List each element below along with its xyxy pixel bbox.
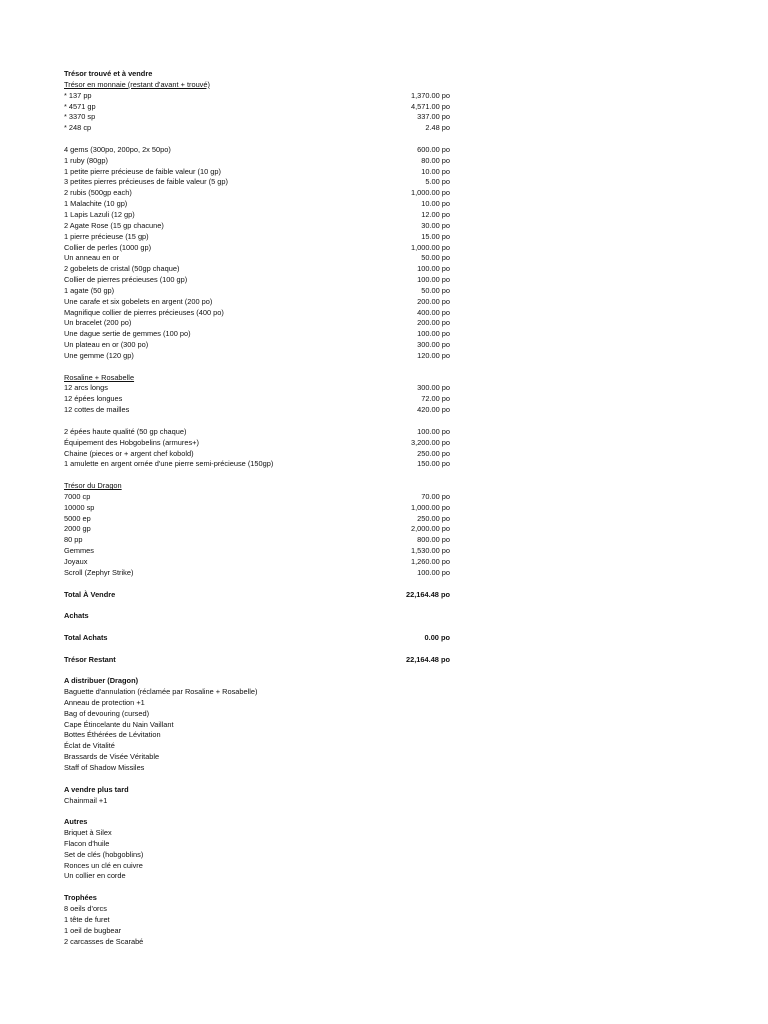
- ledger-row: [64, 351, 450, 362]
- item-amount: 600.00 po: [417, 144, 450, 154]
- item-amount: 5.00 po: [425, 177, 450, 187]
- distribuer-heading-text: A distribuer (Dragon): [64, 676, 139, 686]
- ledger-row: [64, 394, 450, 405]
- ledger-row: [64, 232, 450, 243]
- treasure-sheet: [64, 69, 450, 947]
- item-label: 10000 sp: [64, 502, 95, 512]
- item-amount: 15.00 po: [421, 231, 450, 241]
- list-item: [64, 763, 450, 774]
- item-amount: 200.00 po: [417, 296, 450, 306]
- spacer: [64, 622, 450, 633]
- item-amount: 30.00 po: [421, 220, 450, 230]
- ledger-row: [64, 546, 450, 557]
- item-label: 2 rubis (500gp each): [64, 188, 132, 198]
- list-item-text: Briquet à Silex: [64, 828, 112, 838]
- ledger-row: [64, 459, 450, 470]
- item-amount: 200.00 po: [417, 318, 450, 328]
- list-item: [64, 709, 450, 720]
- gems-list: [64, 145, 450, 362]
- list-item: [64, 926, 450, 937]
- spacer: [64, 416, 450, 427]
- item-amount: 80.00 po: [421, 155, 450, 165]
- misc-list: [64, 427, 450, 470]
- item-amount: 300.00 po: [417, 340, 450, 350]
- item-label: Collier de pierres précieuses (100 gp): [64, 275, 188, 285]
- list-item-text: 8 oeils d'orcs: [64, 903, 107, 913]
- trophees-list: [64, 904, 450, 947]
- item-amount: 100.00 po: [417, 329, 450, 339]
- item-label: Scroll (Zephyr Strike): [64, 567, 134, 577]
- item-amount: 100.00 po: [417, 426, 450, 436]
- list-item: [64, 698, 450, 709]
- ledger-row: [64, 427, 450, 438]
- item-label: 1 agate (50 gp): [64, 285, 115, 295]
- item-amount: 2,000.00 po: [410, 524, 450, 534]
- spacer: [64, 882, 450, 893]
- ledger-row: [64, 199, 450, 210]
- total-vendre-amount: 22,164.48 po: [406, 589, 450, 599]
- ledger-row: [64, 275, 450, 286]
- list-item-text: Bottes Éthérées de Lévitation: [64, 730, 161, 740]
- item-amount: 100.00 po: [417, 275, 450, 285]
- dragon-list: [64, 492, 450, 579]
- item-amount: 2.48 po: [425, 123, 450, 133]
- spacer: [64, 806, 450, 817]
- ledger-row: [64, 492, 450, 503]
- ledger-row: [64, 145, 450, 156]
- item-amount: 300.00 po: [417, 383, 450, 393]
- title-text: Trésor trouvé et à vendre: [64, 69, 153, 78]
- list-item-text: Ronces un clé en cuivre: [64, 860, 143, 870]
- coins-list: [64, 91, 450, 134]
- item-label: Une gemme (120 gp): [64, 350, 134, 360]
- list-item: [64, 796, 450, 807]
- item-label: * 3370 sp: [64, 112, 96, 122]
- item-amount: 1,000.00 po: [410, 188, 450, 198]
- rosaline-list: [64, 383, 450, 416]
- item-label: 2 Agate Rose (15 gp chacune): [64, 220, 164, 230]
- item-label: 7000 cp: [64, 491, 91, 501]
- item-amount: 150.00 po: [417, 459, 450, 469]
- list-item-text: 2 carcasses de Scarabé: [64, 936, 144, 946]
- total-vendre-row: [64, 590, 450, 601]
- item-label: 1 pierre précieuse (15 gp): [64, 231, 149, 241]
- spacer: [64, 600, 450, 611]
- ledger-row: [64, 438, 450, 449]
- list-item: [64, 720, 450, 731]
- item-amount: 400.00 po: [417, 307, 450, 317]
- dragon-heading-text: Trésor du Dragon: [64, 481, 122, 491]
- item-amount: 800.00 po: [417, 535, 450, 545]
- list-item-text: Staff of Shadow Missiles: [64, 763, 145, 772]
- coins-heading-text: Trésor en monnaie (restant d'avant + trouvé): [64, 79, 210, 89]
- item-amount: 120.00 po: [417, 350, 450, 360]
- item-label: Une carafe et six gobelets en argent (200 po): [64, 296, 213, 306]
- vendre-plus-tard-list: [64, 796, 450, 807]
- item-label: Magnifique collier de pierres précieuses (400 po): [64, 307, 224, 317]
- ledger-row: [64, 123, 450, 134]
- item-amount: 50.00 po: [421, 253, 450, 263]
- list-item: [64, 828, 450, 839]
- item-amount: 420.00 po: [417, 405, 450, 415]
- list-item-text: Set de clés (hobgoblins): [64, 849, 144, 859]
- spacer: [64, 774, 450, 785]
- item-amount: 100.00 po: [417, 264, 450, 274]
- item-amount: 72.00 po: [421, 394, 450, 404]
- achats-row: [64, 611, 450, 622]
- list-item: [64, 861, 450, 872]
- item-amount: 1,370.00 po: [410, 90, 450, 100]
- item-label: * 137 pp: [64, 90, 92, 100]
- ledger-row: [64, 112, 450, 123]
- distribuer-list: [64, 687, 450, 774]
- list-item-text: Chainmail +1: [64, 795, 108, 805]
- ledger-row: [64, 568, 450, 579]
- tresor-restant-amount: 22,164.48 po: [406, 654, 450, 664]
- list-item: [64, 871, 450, 882]
- item-amount: 1,530.00 po: [410, 546, 450, 556]
- list-item-text: Cape Étincelante du Nain Vaillant: [64, 719, 174, 729]
- item-label: Joyaux: [64, 556, 88, 566]
- ledger-row: [64, 449, 450, 460]
- item-amount: 70.00 po: [421, 491, 450, 501]
- trophees-heading: [64, 893, 450, 904]
- vendre-plus-tard-heading: [64, 785, 450, 796]
- trophees-heading-text: Trophées: [64, 893, 97, 903]
- item-label: 2 gobelets de cristal (50gp chaque): [64, 264, 180, 274]
- item-amount: 12.00 po: [421, 209, 450, 219]
- item-amount: 10.00 po: [421, 199, 450, 209]
- tresor-restant-row: [64, 655, 450, 666]
- item-label: 5000 ep: [64, 513, 91, 523]
- autres-list: [64, 828, 450, 882]
- list-item: [64, 687, 450, 698]
- list-item-text: Anneau de protection +1: [64, 697, 145, 707]
- list-item-text: Baguette d'annulation (réclamée par Rosaline + Rosabelle): [64, 687, 258, 697]
- item-label: 1 petite pierre précieuse de faible valeur (10 gp): [64, 166, 221, 176]
- list-item: [64, 752, 450, 763]
- list-item: [64, 915, 450, 926]
- item-amount: 50.00 po: [421, 285, 450, 295]
- spacer: [64, 579, 450, 590]
- vendre-plus-tard-heading-text: A vendre plus tard: [64, 784, 129, 794]
- dragon-heading: [64, 481, 450, 492]
- total-vendre-label: Total À Vendre: [64, 589, 116, 599]
- list-item-text: Bag of devouring (cursed): [64, 708, 150, 718]
- item-amount: 1,000.00 po: [410, 502, 450, 512]
- ledger-row: [64, 318, 450, 329]
- list-item: [64, 850, 450, 861]
- ledger-row: [64, 91, 450, 102]
- item-label: 1 Malachite (10 gp): [64, 199, 128, 209]
- item-label: Un anneau en or: [64, 253, 120, 263]
- ledger-row: [64, 557, 450, 568]
- total-achats-row: [64, 633, 450, 644]
- list-item-text: Flacon d'huile: [64, 838, 110, 848]
- rosaline-heading: [64, 373, 450, 384]
- spacer: [64, 134, 450, 145]
- ledger-row: [64, 253, 450, 264]
- ledger-row: [64, 297, 450, 308]
- autres-heading-text: Autres: [64, 817, 88, 827]
- total-achats-label: Total Achats: [64, 632, 108, 642]
- list-item-text: Brassards de Visée Véritable: [64, 752, 160, 762]
- item-amount: 10.00 po: [421, 166, 450, 176]
- sheet-title: [64, 69, 450, 80]
- spacer: [64, 644, 450, 655]
- list-item: [64, 741, 450, 752]
- ledger-row: [64, 535, 450, 546]
- distribuer-heading: [64, 676, 450, 687]
- item-label: Une dague sertie de gemmes (100 po): [64, 329, 191, 339]
- item-amount: 1,000.00 po: [410, 242, 450, 252]
- spacer: [64, 470, 450, 481]
- ledger-row: [64, 210, 450, 221]
- item-amount: 100.00 po: [417, 567, 450, 577]
- ledger-row: [64, 340, 450, 351]
- item-label: Gemmes: [64, 546, 94, 556]
- list-item-text: 1 oeil de bugbear: [64, 925, 122, 935]
- spacer: [64, 665, 450, 676]
- item-label: 2000 gp: [64, 524, 91, 534]
- list-item-text: Un collier en corde: [64, 871, 126, 881]
- tresor-restant-label: Trésor Restant: [64, 654, 116, 664]
- item-label: Un plateau en or (300 po): [64, 340, 149, 350]
- item-amount: 250.00 po: [417, 513, 450, 523]
- ledger-row: [64, 329, 450, 340]
- item-label: Un bracelet (200 po): [64, 318, 132, 328]
- item-label: 4 gems (300po, 200po, 2x 50po): [64, 144, 171, 154]
- list-item: [64, 839, 450, 850]
- ledger-row: [64, 156, 450, 167]
- ledger-row: [64, 286, 450, 297]
- ledger-row: [64, 405, 450, 416]
- item-label: 1 Lapis Lazuli (12 gp): [64, 209, 135, 219]
- ledger-row: [64, 221, 450, 232]
- item-label: 1 amulette en argent ornée d'une pierre semi-précieuse (150gp): [64, 459, 274, 469]
- ledger-row: [64, 383, 450, 394]
- ledger-row: [64, 167, 450, 178]
- list-item: [64, 937, 450, 948]
- item-label: Collier de perles (1000 gp): [64, 242, 152, 252]
- total-achats-amount: 0.00 po: [424, 632, 450, 642]
- autres-heading: [64, 817, 450, 828]
- coins-heading: [64, 80, 450, 91]
- item-label: 80 pp: [64, 535, 83, 545]
- item-amount: 1,260.00 po: [410, 556, 450, 566]
- item-label: * 248 cp: [64, 123, 92, 133]
- ledger-row: [64, 243, 450, 254]
- item-amount: 250.00 po: [417, 448, 450, 458]
- item-label: 3 petites pierres précieuses de faible valeur (5 gp): [64, 177, 228, 187]
- item-amount: 4,571.00 po: [410, 101, 450, 111]
- list-item-text: 1 tête de furet: [64, 914, 110, 924]
- ledger-row: [64, 188, 450, 199]
- item-amount: 3,200.00 po: [410, 437, 450, 447]
- item-label: 12 épées longues: [64, 394, 123, 404]
- ledger-row: [64, 514, 450, 525]
- item-label: Équipement des Hobgobelins (armures+): [64, 437, 199, 447]
- ledger-row: [64, 308, 450, 319]
- item-label: Chaine (pieces or + argent chef kobold): [64, 448, 194, 458]
- ledger-row: [64, 177, 450, 188]
- achats-label: Achats: [64, 611, 89, 621]
- item-label: * 4571 gp: [64, 101, 96, 111]
- item-amount: 337.00 po: [417, 112, 450, 122]
- item-label: 12 arcs longs: [64, 383, 108, 393]
- item-label: 2 épées haute qualité (50 gp chaque): [64, 426, 187, 436]
- ledger-row: [64, 264, 450, 275]
- list-item: [64, 730, 450, 741]
- rosaline-heading-text: Rosaline + Rosabelle: [64, 372, 135, 382]
- ledger-row: [64, 503, 450, 514]
- list-item: [64, 904, 450, 915]
- item-label: 12 cottes de mailles: [64, 405, 130, 415]
- item-label: 1 ruby (80gp): [64, 155, 108, 165]
- ledger-row: [64, 524, 450, 535]
- spacer: [64, 362, 450, 373]
- list-item-text: Éclat de Vitalité: [64, 741, 115, 751]
- ledger-row: [64, 102, 450, 113]
